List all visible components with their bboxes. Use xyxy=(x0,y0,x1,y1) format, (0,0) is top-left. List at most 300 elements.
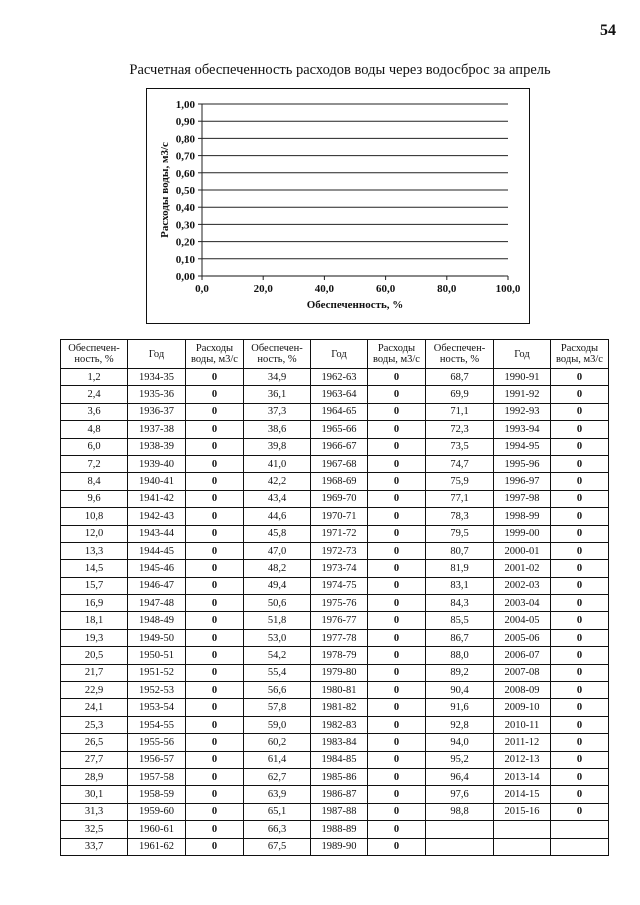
flow-cell: 0 xyxy=(551,369,609,386)
flow-cell: 0 xyxy=(551,473,609,490)
year-cell: 2013-14 xyxy=(494,768,551,785)
flow-cell: 0 xyxy=(368,473,426,490)
flow-cell: 0 xyxy=(186,768,244,785)
probability-cell: 56,6 xyxy=(244,682,311,699)
flow-cell: 0 xyxy=(368,577,426,594)
flow-cell: 0 xyxy=(186,821,244,838)
probability-cell: 22,9 xyxy=(61,682,128,699)
header-flow xyxy=(368,340,426,369)
y-tick-label: 0,80 xyxy=(175,133,195,146)
flow-cell: 0 xyxy=(186,455,244,472)
year-cell: 1934-35 xyxy=(128,369,186,386)
table-row xyxy=(61,612,609,629)
flow-cell: 0 xyxy=(368,508,426,525)
year-cell: 1994-95 xyxy=(494,438,551,455)
probability-cell: 95,2 xyxy=(426,751,494,768)
probability-cell: 68,7 xyxy=(426,369,494,386)
year-cell: 1951-52 xyxy=(128,664,186,681)
probability-cell: 81,9 xyxy=(426,560,494,577)
year-cell: 1985-86 xyxy=(311,768,368,785)
year-cell: 2006-07 xyxy=(494,647,551,664)
flow-cell: 0 xyxy=(186,838,244,855)
flow-cell: 0 xyxy=(551,682,609,699)
probability-cell: 97,6 xyxy=(426,786,494,803)
year-cell: 2005-06 xyxy=(494,629,551,646)
year-cell: 1936-37 xyxy=(128,403,186,420)
y-tick-label: 0,00 xyxy=(175,271,195,283)
flow-data-table xyxy=(60,339,609,856)
year-cell: 1967-68 xyxy=(311,455,368,472)
year-cell: 1995-96 xyxy=(494,455,551,472)
probability-cell: 74,7 xyxy=(426,455,494,472)
probability-cell: 2,4 xyxy=(61,386,128,403)
year-cell: 1974-75 xyxy=(311,577,368,594)
table-row xyxy=(61,595,609,612)
year-cell: 2004-05 xyxy=(494,612,551,629)
probability-cell: 27,7 xyxy=(61,751,128,768)
flow-cell: 0 xyxy=(186,508,244,525)
year-cell: 1999-00 xyxy=(494,525,551,542)
header-probability xyxy=(61,340,128,369)
probability-cell xyxy=(426,821,494,838)
probability-cell: 50,6 xyxy=(244,595,311,612)
flow-cell: 0 xyxy=(368,716,426,733)
y-tick-label: 0,30 xyxy=(175,219,195,232)
flow-cell: 0 xyxy=(186,386,244,403)
flow-cell: 0 xyxy=(368,490,426,507)
flow-cell: 0 xyxy=(186,490,244,507)
flow-cell: 0 xyxy=(368,786,426,803)
probability-cell: 92,8 xyxy=(426,716,494,733)
flow-cell xyxy=(551,838,609,855)
x-tick-label: 20,0 xyxy=(253,283,273,295)
table-row xyxy=(61,369,609,386)
probability-cell: 71,1 xyxy=(426,403,494,420)
probability-cell: 72,3 xyxy=(426,421,494,438)
probability-cell: 88,0 xyxy=(426,647,494,664)
year-cell: 2008-09 xyxy=(494,682,551,699)
year-cell: 1945-46 xyxy=(128,560,186,577)
flow-cell: 0 xyxy=(551,595,609,612)
flow-cell: 0 xyxy=(368,542,426,559)
table-row xyxy=(61,577,609,594)
x-tick-label: 60,0 xyxy=(375,283,396,295)
header-probability-line: Обеспечен- xyxy=(433,343,486,354)
probability-cell: 59,0 xyxy=(244,716,311,733)
flow-cell: 0 xyxy=(551,490,609,507)
flow-cell: 0 xyxy=(551,455,609,472)
flow-cell: 0 xyxy=(551,577,609,594)
year-cell: 1960-61 xyxy=(128,821,186,838)
table-row xyxy=(61,803,609,820)
year-cell: 1939-40 xyxy=(128,455,186,472)
header-flow-line: воды, м3/с xyxy=(191,354,238,365)
flow-cell: 0 xyxy=(368,421,426,438)
year-cell: 1955-56 xyxy=(128,734,186,751)
year-cell: 1986-87 xyxy=(311,786,368,803)
probability-cell: 96,4 xyxy=(426,768,494,785)
flow-cell: 0 xyxy=(551,612,609,629)
header-probability xyxy=(426,340,494,369)
flow-cell: 0 xyxy=(551,421,609,438)
table-row xyxy=(61,403,609,420)
year-cell: 1991-92 xyxy=(494,386,551,403)
year-cell: 1973-74 xyxy=(311,560,368,577)
probability-cell: 15,7 xyxy=(61,577,128,594)
flow-cell: 0 xyxy=(368,438,426,455)
probability-cell: 38,6 xyxy=(244,421,311,438)
probability-cell: 78,3 xyxy=(426,508,494,525)
table-row xyxy=(61,508,609,525)
flow-cell: 0 xyxy=(551,508,609,525)
year-cell: 1988-89 xyxy=(311,821,368,838)
probability-cell: 48,2 xyxy=(244,560,311,577)
year-cell: 1952-53 xyxy=(128,682,186,699)
probability-cell: 49,4 xyxy=(244,577,311,594)
probability-cell: 31,3 xyxy=(61,803,128,820)
probability-cell: 32,5 xyxy=(61,821,128,838)
flow-cell: 0 xyxy=(186,595,244,612)
year-cell: 2011-12 xyxy=(494,734,551,751)
flow-cell: 0 xyxy=(368,682,426,699)
year-cell: 1969-70 xyxy=(311,490,368,507)
flow-cell: 0 xyxy=(186,403,244,420)
header-flow-line: Расходы xyxy=(560,343,599,354)
flow-cell: 0 xyxy=(551,438,609,455)
flow-cell: 0 xyxy=(186,664,244,681)
header-year: Год xyxy=(311,340,368,369)
probability-cell: 26,5 xyxy=(61,734,128,751)
year-cell: 1977-78 xyxy=(311,629,368,646)
year-cell: 1981-82 xyxy=(311,699,368,716)
flow-cell: 0 xyxy=(551,560,609,577)
flow-cell: 0 xyxy=(186,577,244,594)
probability-cell: 83,1 xyxy=(426,577,494,594)
probability-cell: 24,1 xyxy=(61,699,128,716)
flow-cell: 0 xyxy=(186,647,244,664)
year-cell: 1998-99 xyxy=(494,508,551,525)
probability-cell: 39,8 xyxy=(244,438,311,455)
probability-cell: 60,2 xyxy=(244,734,311,751)
flow-cell: 0 xyxy=(186,699,244,716)
flow-cell: 0 xyxy=(551,664,609,681)
year-cell: 1956-57 xyxy=(128,751,186,768)
x-tick-label: 100,0 xyxy=(495,283,521,295)
year-cell: 1935-36 xyxy=(128,386,186,403)
year-cell: 1943-44 xyxy=(128,525,186,542)
year-cell: 1941-42 xyxy=(128,490,186,507)
flow-cell: 0 xyxy=(186,369,244,386)
table-row xyxy=(61,438,609,455)
table-row xyxy=(61,664,609,681)
year-cell: 1942-43 xyxy=(128,508,186,525)
year-cell: 2001-02 xyxy=(494,560,551,577)
probability-cell: 94,0 xyxy=(426,734,494,751)
flow-cell: 0 xyxy=(186,542,244,559)
x-tick-label: 0,0 xyxy=(195,283,209,295)
header-probability-line: Обеспечен- xyxy=(251,343,303,354)
flow-cell: 0 xyxy=(551,525,609,542)
probability-cell: 67,5 xyxy=(244,838,311,855)
flow-cell: 0 xyxy=(186,473,244,490)
year-cell: 2002-03 xyxy=(494,577,551,594)
y-tick-label: 0,20 xyxy=(175,236,195,249)
table-row xyxy=(61,821,609,838)
probability-cell: 75,9 xyxy=(426,473,494,490)
year-cell: 1954-55 xyxy=(128,716,186,733)
year-cell: 1971-72 xyxy=(311,525,368,542)
year-cell: 2012-13 xyxy=(494,751,551,768)
table-header-row xyxy=(61,340,609,369)
table-row xyxy=(61,542,609,559)
year-cell: 1978-79 xyxy=(311,647,368,664)
year-cell: 1975-76 xyxy=(311,595,368,612)
flow-cell: 0 xyxy=(368,525,426,542)
probability-cell: 20,5 xyxy=(61,647,128,664)
header-flow-line: воды, м3/с xyxy=(556,354,603,365)
year-cell: 1957-58 xyxy=(128,768,186,785)
table-row xyxy=(61,786,609,803)
flow-cell: 0 xyxy=(368,734,426,751)
flow-cell: 0 xyxy=(186,525,244,542)
year-cell: 1946-47 xyxy=(128,577,186,594)
probability-cell: 73,5 xyxy=(426,438,494,455)
year-cell: 1938-39 xyxy=(128,438,186,455)
header-flow xyxy=(551,340,609,369)
probability-cell: 61,4 xyxy=(244,751,311,768)
probability-cell: 89,2 xyxy=(426,664,494,681)
flow-cell: 0 xyxy=(368,629,426,646)
table-row xyxy=(61,386,609,403)
probability-cell: 3,6 xyxy=(61,403,128,420)
y-tick-label: 0,60 xyxy=(175,167,195,180)
probability-cell: 25,3 xyxy=(61,716,128,733)
probability-cell: 47,0 xyxy=(244,542,311,559)
flow-cell: 0 xyxy=(551,786,609,803)
flow-cell: 0 xyxy=(186,786,244,803)
flow-cell: 0 xyxy=(368,612,426,629)
year-cell: 1976-77 xyxy=(311,612,368,629)
x-axis-label: Обеспеченность, % xyxy=(306,299,404,311)
header-flow xyxy=(186,340,244,369)
flow-cell: 0 xyxy=(368,595,426,612)
header-probability xyxy=(244,340,311,369)
probability-cell: 10,8 xyxy=(61,508,128,525)
year-cell: 1968-69 xyxy=(311,473,368,490)
probability-cell: 18,1 xyxy=(61,612,128,629)
y-axis-label: Расходы воды, м3/с xyxy=(159,142,171,238)
year-cell: 1947-48 xyxy=(128,595,186,612)
y-tick-label: 0,50 xyxy=(175,185,195,197)
table-row xyxy=(61,455,609,472)
probability-cell: 51,8 xyxy=(244,612,311,629)
flow-cell: 0 xyxy=(186,803,244,820)
y-tick-label: 0,40 xyxy=(175,202,195,215)
flow-cell: 0 xyxy=(551,647,609,664)
flow-cell: 0 xyxy=(368,664,426,681)
header-flow-line: Расходы xyxy=(195,343,234,354)
table-body xyxy=(61,369,609,856)
probability-cell: 53,0 xyxy=(244,629,311,646)
probability-cell: 62,7 xyxy=(244,768,311,785)
flow-cell: 0 xyxy=(186,734,244,751)
year-cell: 1992-93 xyxy=(494,403,551,420)
year-cell: 1970-71 xyxy=(311,508,368,525)
table-row xyxy=(61,699,609,716)
probability-cell: 91,6 xyxy=(426,699,494,716)
flow-cell: 0 xyxy=(186,716,244,733)
flow-cell: 0 xyxy=(551,629,609,646)
year-cell: 2010-11 xyxy=(494,716,551,733)
year-cell: 2009-10 xyxy=(494,699,551,716)
probability-cell xyxy=(426,838,494,855)
flow-cell: 0 xyxy=(368,751,426,768)
table-row xyxy=(61,838,609,855)
year-cell: 1966-67 xyxy=(311,438,368,455)
flow-cell: 0 xyxy=(186,612,244,629)
probability-cell: 55,4 xyxy=(244,664,311,681)
probability-cell: 21,7 xyxy=(61,664,128,681)
year-cell: 1958-59 xyxy=(128,786,186,803)
y-tick-label: 0,10 xyxy=(175,253,195,266)
probability-cell: 8,4 xyxy=(61,473,128,490)
year-cell: 2003-04 xyxy=(494,595,551,612)
probability-cell: 86,7 xyxy=(426,629,494,646)
flow-cell: 0 xyxy=(551,734,609,751)
table-row xyxy=(61,421,609,438)
year-cell: 1964-65 xyxy=(311,403,368,420)
year-cell: 1983-84 xyxy=(311,734,368,751)
flow-cell: 0 xyxy=(186,421,244,438)
year-cell: 1996-97 xyxy=(494,473,551,490)
table-row xyxy=(61,716,609,733)
y-tick-label: 0,90 xyxy=(175,116,195,129)
probability-cell: 16,9 xyxy=(61,595,128,612)
probability-cell: 84,3 xyxy=(426,595,494,612)
probability-cell: 98,8 xyxy=(426,803,494,820)
year-cell: 2014-15 xyxy=(494,786,551,803)
probability-cell: 13,3 xyxy=(61,542,128,559)
probability-cell: 41,0 xyxy=(244,455,311,472)
probability-cell: 65,1 xyxy=(244,803,311,820)
flow-cell xyxy=(551,821,609,838)
probability-cell: 9,6 xyxy=(61,490,128,507)
year-cell: 1980-81 xyxy=(311,682,368,699)
x-tick-label: 40,0 xyxy=(314,283,335,295)
year-cell: 1990-91 xyxy=(494,369,551,386)
flow-cell: 0 xyxy=(186,682,244,699)
probability-cell: 6,0 xyxy=(61,438,128,455)
flow-cell: 0 xyxy=(551,768,609,785)
header-probability-line: ность, % xyxy=(74,354,114,365)
y-tick-label: 0,70 xyxy=(175,150,195,163)
table-row xyxy=(61,751,609,768)
year-cell xyxy=(494,838,551,855)
probability-cell: 80,7 xyxy=(426,542,494,559)
table-row xyxy=(61,734,609,751)
table-row xyxy=(61,473,609,490)
year-cell: 2000-01 xyxy=(494,542,551,559)
year-cell: 1937-38 xyxy=(128,421,186,438)
y-tick-label: 1,00 xyxy=(175,99,195,111)
flow-cell: 0 xyxy=(186,751,244,768)
flow-cell: 0 xyxy=(368,768,426,785)
year-cell: 1944-45 xyxy=(128,542,186,559)
year-cell: 1949-50 xyxy=(128,629,186,646)
year-cell: 1972-73 xyxy=(311,542,368,559)
flow-cell: 0 xyxy=(368,803,426,820)
flow-cell: 0 xyxy=(551,751,609,768)
probability-cell: 90,4 xyxy=(426,682,494,699)
flow-cell: 0 xyxy=(551,386,609,403)
year-cell: 1993-94 xyxy=(494,421,551,438)
header-probability-line: ность, % xyxy=(439,354,480,365)
year-cell: 1982-83 xyxy=(311,716,368,733)
probability-cell: 63,9 xyxy=(244,786,311,803)
flow-cell: 0 xyxy=(368,838,426,855)
year-cell: 1965-66 xyxy=(311,421,368,438)
flow-cell: 0 xyxy=(551,716,609,733)
year-cell: 1953-54 xyxy=(128,699,186,716)
probability-cell: 19,3 xyxy=(61,629,128,646)
probability-cell: 12,0 xyxy=(61,525,128,542)
probability-cell: 33,7 xyxy=(61,838,128,855)
chart-title: Расчетная обеспеченность расходов воды через водосброс за апрель xyxy=(129,62,551,78)
year-cell: 1963-64 xyxy=(311,386,368,403)
probability-cell: 7,2 xyxy=(61,455,128,472)
year-cell: 1979-80 xyxy=(311,664,368,681)
probability-cell: 69,9 xyxy=(426,386,494,403)
probability-cell: 44,6 xyxy=(244,508,311,525)
year-cell: 1989-90 xyxy=(311,838,368,855)
probability-cell: 85,5 xyxy=(426,612,494,629)
probability-cell: 4,8 xyxy=(61,421,128,438)
year-cell: 1959-60 xyxy=(128,803,186,820)
flow-cell: 0 xyxy=(368,821,426,838)
year-cell: 2015-16 xyxy=(494,803,551,820)
header-probability-line: ность, % xyxy=(257,354,297,365)
flow-cell: 0 xyxy=(186,560,244,577)
flow-cell: 0 xyxy=(368,647,426,664)
probability-cell: 54,2 xyxy=(244,647,311,664)
year-cell: 1950-51 xyxy=(128,647,186,664)
header-year: Год xyxy=(128,340,186,369)
header-year: Год xyxy=(494,340,551,369)
probability-cell: 66,3 xyxy=(244,821,311,838)
probability-cell: 79,5 xyxy=(426,525,494,542)
year-cell: 1961-62 xyxy=(128,838,186,855)
flow-cell: 0 xyxy=(551,803,609,820)
header-probability-line: Обеспечен- xyxy=(68,343,120,354)
table-row xyxy=(61,682,609,699)
header-flow-line: Расходы xyxy=(377,343,416,354)
year-cell: 1987-88 xyxy=(311,803,368,820)
probability-cell: 42,2 xyxy=(244,473,311,490)
probability-cell: 43,4 xyxy=(244,490,311,507)
flow-cell: 0 xyxy=(368,699,426,716)
table-row xyxy=(61,768,609,785)
probability-cell: 36,1 xyxy=(244,386,311,403)
probability-cell: 37,3 xyxy=(244,403,311,420)
flow-cell: 0 xyxy=(368,386,426,403)
flow-cell: 0 xyxy=(186,438,244,455)
header-flow-line: воды, м3/с xyxy=(373,354,420,365)
flow-cell: 0 xyxy=(551,403,609,420)
flow-probability-chart xyxy=(146,88,530,324)
probability-cell: 30,1 xyxy=(61,786,128,803)
flow-cell: 0 xyxy=(368,369,426,386)
flow-cell: 0 xyxy=(368,403,426,420)
